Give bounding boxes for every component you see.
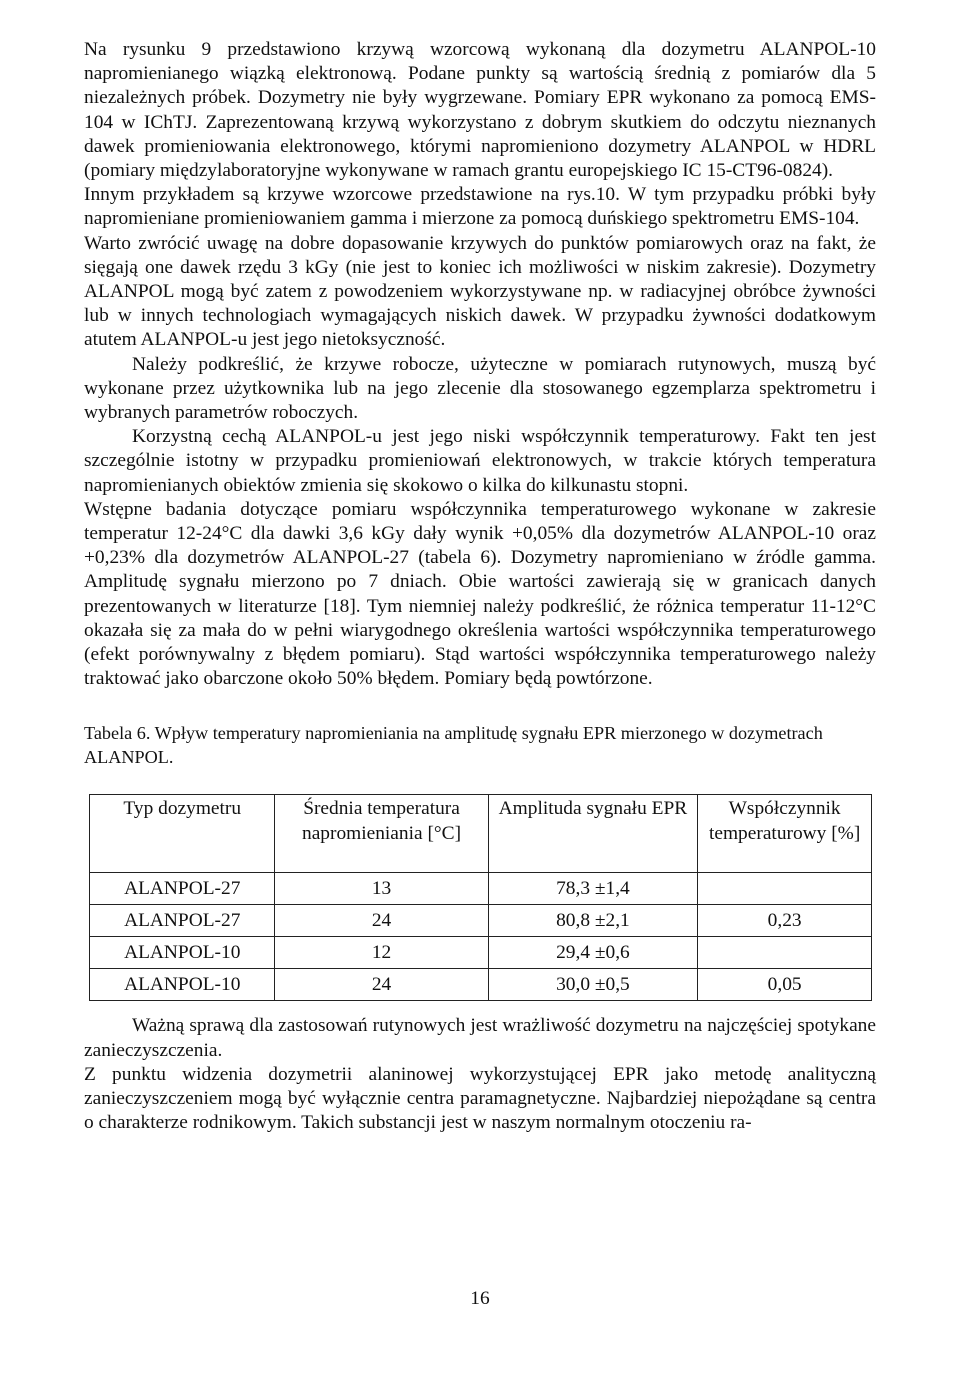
table-cell-coefficient: 0,23	[698, 905, 872, 937]
paragraph-working-curves: Należy podkreślić, że krzywe robocze, użyteczne w pomiarach rutynowych, muszą być wykonane przez użytkownika lub na jego zlecenie dla stosowanego egzemplarza spektrometru i wybranych parametrów roboczych.	[84, 353, 876, 424]
paragraph-preliminary-studies: Wstępne badania dotyczące pomiaru współczynnika temperaturowego wykonane w zakresie temperatur 12-24°C dla dawki 3,6 kGy dały wynik +0,05% dla dozymetrów ALANPOL-10 oraz +0,23% dla dozymetrów ALANPOL-27 (tabela 6). Dozymetry napromieniano w źródle gamma. Amplitudę sygnału mierzono po 7 dniach. Obie wartości zawierają się w granicach danych prezentowanych w literaturze [18]. Tym niemniej należy podkreślić, że różnica temperatur 11-12°C okazała się za mała do w pełni wiarygodnego określenia wartości współczynnika temperaturowego (efekt porównywalny z błędem pomiaru). Stąd wartości współczynnika temperaturowego należy traktować jako obarczone około 50% błędem. Pomiary będą powtórzone.	[84, 498, 876, 690]
paragraph-calibration-curve: Na rysunku 9 przedstawiono krzywą wzorcową wykonaną dla dozymetru ALANPOL-10 napromienianego wiązką elektronową. Podane punkty są wartością średnią z pomiarów dla 5 niezależnych próbek. Dozymetry nie były wygrzewane. Pomiary EPR wykonano za pomocą EMS-104 w IChTJ. Zaprezentowaną krzywą wykorzystano z dobrym skutkiem do odczytu nieznanych dawek promieniowania elektronowego, którymi napromieniono dozymetry ALANPOL w HDRL (pomiary międzylaboratoryjne wykonywane w ramach grantu europejskiego IC 15-CT96-0824).	[84, 39, 876, 182]
paragraph-gamma-curves: Innym przykładem są krzywe wzorcowe przedstawione na rys.10. W tym przypadku próbki były napromieniane promieniowaniem gamma i mierzone za pomocą duńskiego spektrometru EMS-104.	[84, 184, 876, 230]
table-cell-amplitude: 29,4 ±0,6	[488, 937, 698, 969]
table-cell-temperature: 12	[275, 937, 488, 969]
table-row	[90, 873, 872, 905]
page-number: 16	[470, 1288, 490, 1309]
paragraph-temperature-coefficient: Korzystną cechą ALANPOL-u jest jego niski współczynnik temperaturowy. Fakt ten jest szczególnie istotny w przypadku promieniowań elektronowych, w trakcie których temperatura napromienianych obiektów zmienia się skokowo o kilka do kilkunastu stopni.	[84, 426, 876, 496]
table-row	[90, 937, 872, 969]
table-cell-dosimeter: ALANPOL-27	[90, 873, 275, 905]
table-header-temperature-coefficient: Współczynnik temperaturowy [%]	[698, 795, 872, 873]
table-cell-coefficient	[698, 937, 872, 969]
table-cell-amplitude: 78,3 ±1,4	[488, 873, 698, 905]
paragraph-curve-fit: Warto zwrócić uwagę na dobre dopasowanie krzywych do punktów pomiarowych oraz na fakt, że sięgają one dawek rzędu 3 kGy (nie jest to koniec ich możliwości w niskim zakresie). Dozymetry ALANPOL mogą być zatem z powodzeniem wykorzystywane np. w radiacyjnej obróbce żywności lub w innych technologiach wymagających niskich dawek. W przypadku żywności dodatkowym atutem ALANPOL-u jest jego nietoksyczność.	[84, 232, 876, 351]
document-page	[84, 38, 876, 1136]
table-cell-temperature: 24	[275, 969, 488, 1001]
table-cell-dosimeter: ALANPOL-27	[90, 905, 275, 937]
table-cell-dosimeter: ALANPOL-10	[90, 969, 275, 1001]
paragraph-paramagnetic-centers: Z punktu widzenia dozymetrii alaninowej wykorzystującej EPR jako metodę analityczną zanieczyszczeniem mogą być wyłącznie centra paramagnetyczne. Najbardziej niepożądane są centra o charakterze rodnikowym. Takich substancji jest w naszym normalnym otoczeniu ra-	[84, 1063, 876, 1134]
table-row	[90, 969, 872, 1001]
temperature-table	[89, 794, 872, 1001]
table-cell-dosimeter: ALANPOL-10	[90, 937, 275, 969]
table-cell-amplitude: 80,8 ±2,1	[488, 905, 698, 937]
paragraph-contamination-sensitivity: Ważną sprawą dla zastosowań rutynowych jest wrażliwość dozymetru na najczęściej spotykane zanieczyszczenia.	[84, 1015, 876, 1061]
table-header-epr-amplitude: Amplituda sygnału EPR	[488, 795, 698, 873]
table-cell-coefficient	[698, 873, 872, 905]
table-caption: Tabela 6. Wpływ temperatury napromieniania na amplitudę sygnału EPR mierzonego w dozymetrach ALANPOL.	[84, 723, 823, 768]
table-cell-coefficient: 0,05	[698, 969, 872, 1001]
table-header-row	[90, 795, 872, 873]
table-row	[90, 905, 872, 937]
table-header-mean-temperature: Średnia temperatura napromieniania [°C]	[275, 795, 488, 873]
table-cell-amplitude: 30,0 ±0,5	[488, 969, 698, 1001]
table-header-dosimeter-type: Typ dozymetru	[90, 795, 275, 873]
table-cell-temperature: 24	[275, 905, 488, 937]
table-cell-temperature: 13	[275, 873, 488, 905]
